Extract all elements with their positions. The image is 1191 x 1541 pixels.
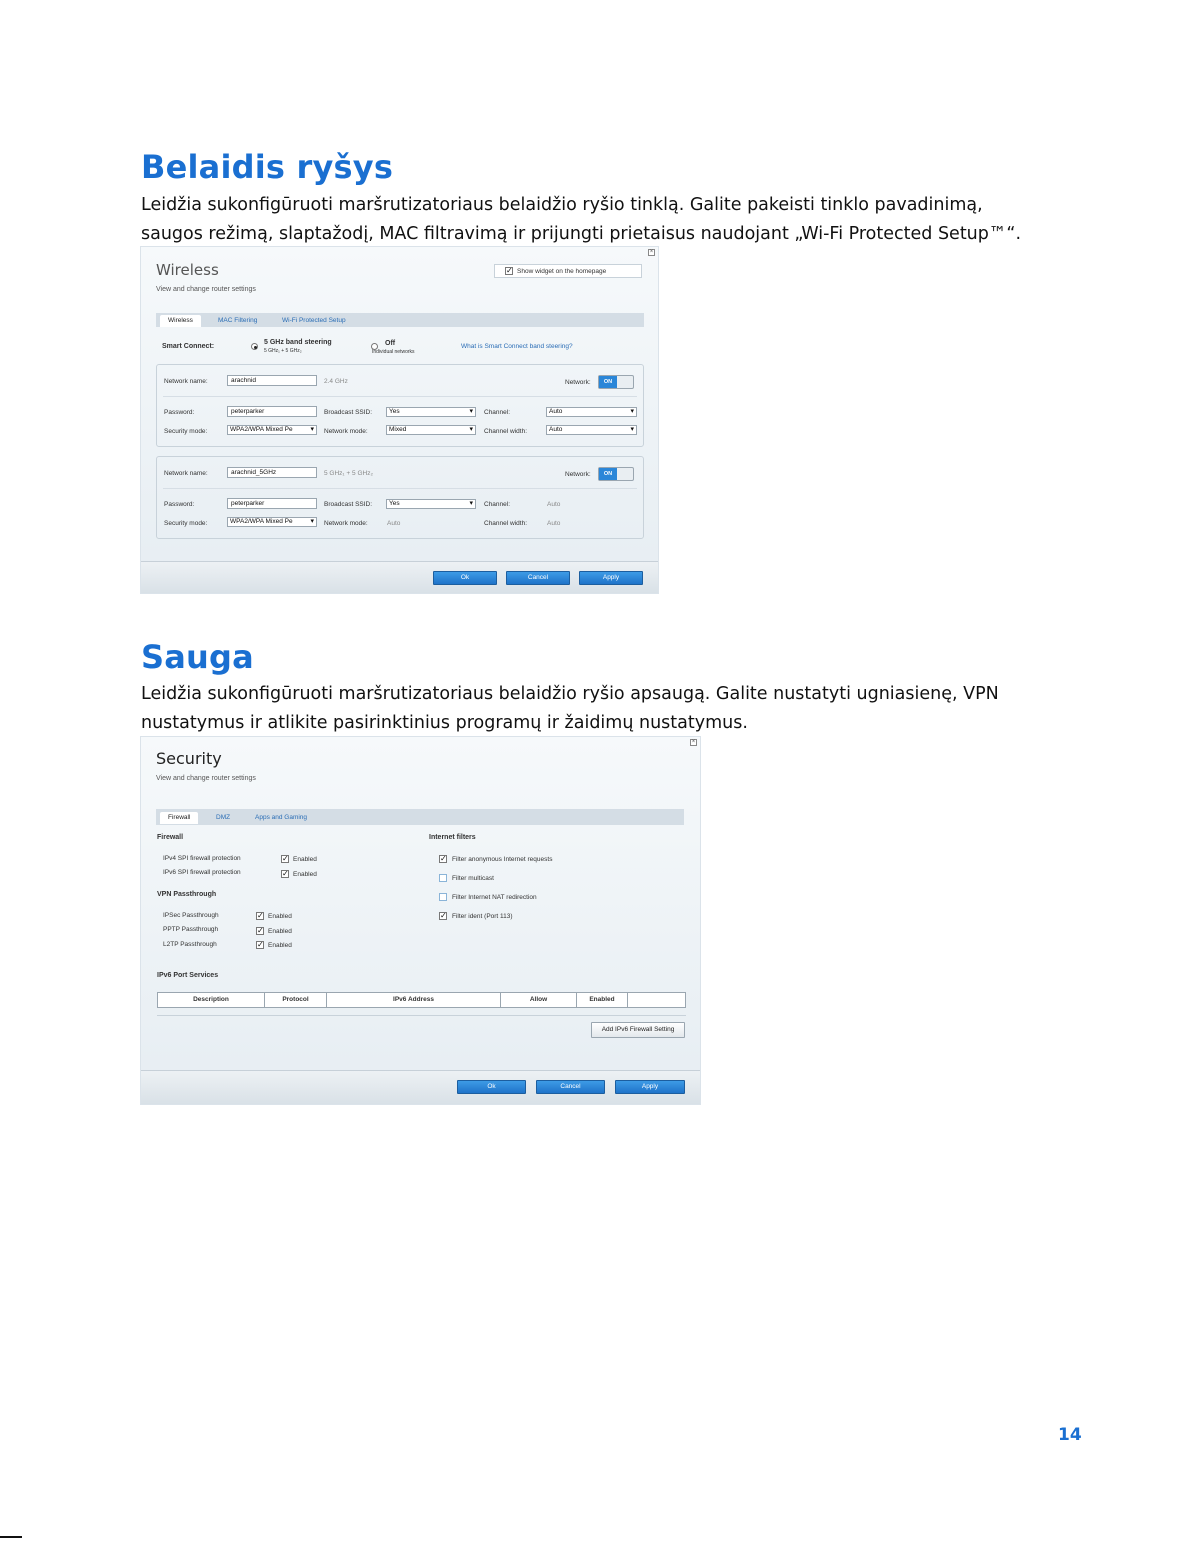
enabled-label: Enabled xyxy=(268,913,292,920)
channel-value: Auto xyxy=(547,501,561,508)
ipv6-port-services-heading: IPv6 Port Services xyxy=(157,972,219,979)
security-mode-label: Security mode: xyxy=(164,428,208,435)
network-toggle-label: Network: xyxy=(565,379,591,386)
apply-button[interactable]: Apply xyxy=(579,571,643,585)
show-widget-label: Show widget on the homepage xyxy=(517,268,607,275)
checkbox-unchecked-icon[interactable] xyxy=(439,874,447,882)
ipsec-label: IPSec Passthrough xyxy=(163,912,219,919)
checkbox-checked-icon[interactable]: ✓ xyxy=(440,911,447,920)
channel-select[interactable]: Auto ▾ xyxy=(546,407,637,417)
checkbox-checked-icon[interactable]: ✓ xyxy=(282,854,289,863)
filter-multicast-label: Filter multicast xyxy=(452,875,494,882)
ok-button[interactable]: Ok xyxy=(433,571,497,585)
tab-wireless[interactable]: Wireless xyxy=(160,315,201,327)
option-off-label: Off xyxy=(385,340,396,347)
tab-dmz[interactable]: DMZ xyxy=(216,814,231,821)
radio-5ghz[interactable] xyxy=(251,343,258,350)
divider xyxy=(163,396,637,397)
vpn-heading: VPN Passthrough xyxy=(157,891,217,898)
smart-connect-help-link[interactable]: What is Smart Connect band steering? xyxy=(461,343,573,350)
panel-title: Wireless xyxy=(156,261,219,279)
broadcast-ssid-select[interactable]: Yes ▾ xyxy=(386,499,476,509)
option-5ghz-label: 5 GHz band steering xyxy=(264,339,332,346)
apply-button[interactable]: Apply xyxy=(615,1080,685,1094)
paragraph-line: Leidžia sukonfigūruoti maršrutizatoriaus belaidžio ryšio apsaugą. Galite nustatyti ugniasienę, VPN xyxy=(141,684,999,704)
password-input[interactable]: peterparker xyxy=(227,406,317,417)
paragraph-line: Leidžia sukonfigūruoti maršrutizatoriaus belaidžio ryšio tinklą. Galite pakeisti tinklo pavadinimą, xyxy=(141,195,983,215)
channel-width-value: Auto xyxy=(547,520,561,527)
checkbox-unchecked-icon[interactable] xyxy=(439,893,447,901)
pptp-label: PPTP Passthrough xyxy=(163,926,219,933)
paragraph-line: saugos režimą, slaptažodį, MAC filtravimą ir prijungti prietaisus naudojant „Wi-Fi Protected Setup™“. xyxy=(141,224,1022,244)
panel-footer xyxy=(141,1070,700,1104)
column-header: Allow xyxy=(501,993,577,1007)
band-label: 5 GHz₁ + 5 GHz₂ xyxy=(324,470,373,477)
tab-mac-filtering[interactable]: MAC Filtering xyxy=(218,317,258,324)
l2tp-label: L2TP Passthrough xyxy=(163,941,217,948)
internet-filters-heading: Internet filters xyxy=(429,834,476,841)
password-input[interactable]: peterparker xyxy=(227,498,317,509)
page-number: 14 xyxy=(1058,1425,1082,1445)
close-icon[interactable]: × xyxy=(691,739,696,745)
security-mode-select[interactable]: WPA2/WPA Mixed Pe ▾ xyxy=(227,517,317,527)
cancel-button[interactable]: Cancel xyxy=(536,1080,605,1094)
ipv6-label: IPv6 SPI firewall protection xyxy=(163,869,241,876)
enabled-label: Enabled xyxy=(268,942,292,949)
broadcast-ssid-label: Broadcast SSID: xyxy=(324,501,373,508)
filter-anon-label: Filter anonymous Internet requests xyxy=(452,856,553,863)
network-name-input[interactable]: arachnid_5GHz xyxy=(227,467,317,478)
panel-subtitle: View and change router settings xyxy=(156,286,256,293)
enabled-label: Enabled xyxy=(293,856,317,863)
channel-width-label: Channel width: xyxy=(484,520,527,527)
band-label: 2.4 GHz xyxy=(324,378,348,385)
column-header: IPv6 Address xyxy=(327,993,501,1007)
close-icon[interactable]: × xyxy=(649,249,654,255)
network-toggle[interactable] xyxy=(598,467,634,481)
tab-bar xyxy=(156,809,684,825)
channel-width-label: Channel width: xyxy=(484,428,527,435)
divider xyxy=(157,1015,686,1016)
panel-subtitle: View and change router settings xyxy=(156,775,256,782)
cancel-button[interactable]: Cancel xyxy=(506,571,570,585)
password-label: Password: xyxy=(164,501,195,508)
column-header: Description xyxy=(158,993,265,1007)
panel-footer xyxy=(141,561,658,593)
filter-nat-label: Filter Internet NAT redirection xyxy=(452,894,537,901)
section-text-wireless xyxy=(141,191,1101,249)
network-name-input[interactable]: arachnid xyxy=(227,375,317,386)
security-mode-label: Security mode: xyxy=(164,520,208,527)
broadcast-ssid-select[interactable]: Yes ▾ xyxy=(386,407,476,417)
network-toggle-label: Network: xyxy=(565,471,591,478)
section-text-security xyxy=(141,680,1101,738)
network-mode-value: Auto xyxy=(387,520,401,527)
wireless-screenshot xyxy=(140,246,659,594)
network-mode-label: Network mode: xyxy=(324,428,368,435)
network-5ghz-box xyxy=(156,456,644,539)
page-corner-mark xyxy=(0,1536,22,1538)
toggle-on-label: ON xyxy=(599,468,617,480)
column-header: Enabled xyxy=(577,993,628,1007)
section-heading-wireless: Belaidis ryšys xyxy=(141,148,394,186)
option-5ghz-sub: 5 GHz₁ + 5 GHz₂ xyxy=(264,348,302,354)
checkbox-checked-icon[interactable]: ✓ xyxy=(257,926,264,935)
smart-connect-label: Smart Connect: xyxy=(162,343,215,350)
network-mode-label: Network mode: xyxy=(324,520,368,527)
checkbox-checked-icon[interactable]: ✓ xyxy=(506,266,513,275)
column-header xyxy=(628,993,685,1007)
tab-firewall[interactable]: Firewall xyxy=(160,812,198,824)
panel-title: Security xyxy=(156,749,222,768)
tab-wps[interactable]: Wi-Fi Protected Setup xyxy=(282,317,346,324)
toggle-on-label: ON xyxy=(599,376,617,388)
checkbox-checked-icon[interactable]: ✓ xyxy=(257,911,264,920)
show-widget-option[interactable] xyxy=(494,264,642,278)
security-screenshot xyxy=(140,736,701,1105)
channel-label: Channel: xyxy=(484,501,511,508)
ipv6-port-table-header xyxy=(157,992,686,1008)
network-24ghz-box xyxy=(156,364,644,447)
checkbox-checked-icon[interactable]: ✓ xyxy=(440,854,447,863)
enabled-label: Enabled xyxy=(268,928,292,935)
tab-apps-gaming[interactable]: Apps and Gaming xyxy=(255,814,308,821)
paragraph-line: nustatymus ir atlikite pasirinktinius programų ir žaidimų nustatymus. xyxy=(141,713,748,733)
tab-bar xyxy=(156,313,644,327)
divider xyxy=(163,488,637,489)
channel-width-select[interactable]: Auto ▾ xyxy=(546,425,637,435)
password-label: Password: xyxy=(164,409,195,416)
checkbox-checked-icon[interactable]: ✓ xyxy=(257,940,264,949)
channel-label: Channel: xyxy=(484,409,511,416)
firewall-heading: Firewall xyxy=(157,834,184,841)
radio-selected-dot xyxy=(254,346,257,349)
column-header: Protocol xyxy=(265,993,327,1007)
option-off-sub: Individual networks xyxy=(372,349,415,355)
section-heading-security: Sauga xyxy=(141,638,254,676)
network-name-label: Network name: xyxy=(164,470,208,477)
security-mode-select[interactable]: WPA2/WPA Mixed Pe ▾ xyxy=(227,425,317,435)
ok-button[interactable]: Ok xyxy=(457,1080,526,1094)
ipv4-label: IPv4 SPI firewall protection xyxy=(163,855,241,862)
network-name-label: Network name: xyxy=(164,378,208,385)
broadcast-ssid-label: Broadcast SSID: xyxy=(324,409,373,416)
checkbox-checked-icon[interactable]: ✓ xyxy=(282,869,289,878)
network-mode-select[interactable]: Mixed ▾ xyxy=(386,425,476,435)
add-ipv6-firewall-button[interactable]: Add IPv6 Firewall Setting xyxy=(591,1022,685,1038)
enabled-label: Enabled xyxy=(293,871,317,878)
filter-ident-label: Filter ident (Port 113) xyxy=(452,913,513,920)
network-toggle[interactable] xyxy=(598,375,634,389)
